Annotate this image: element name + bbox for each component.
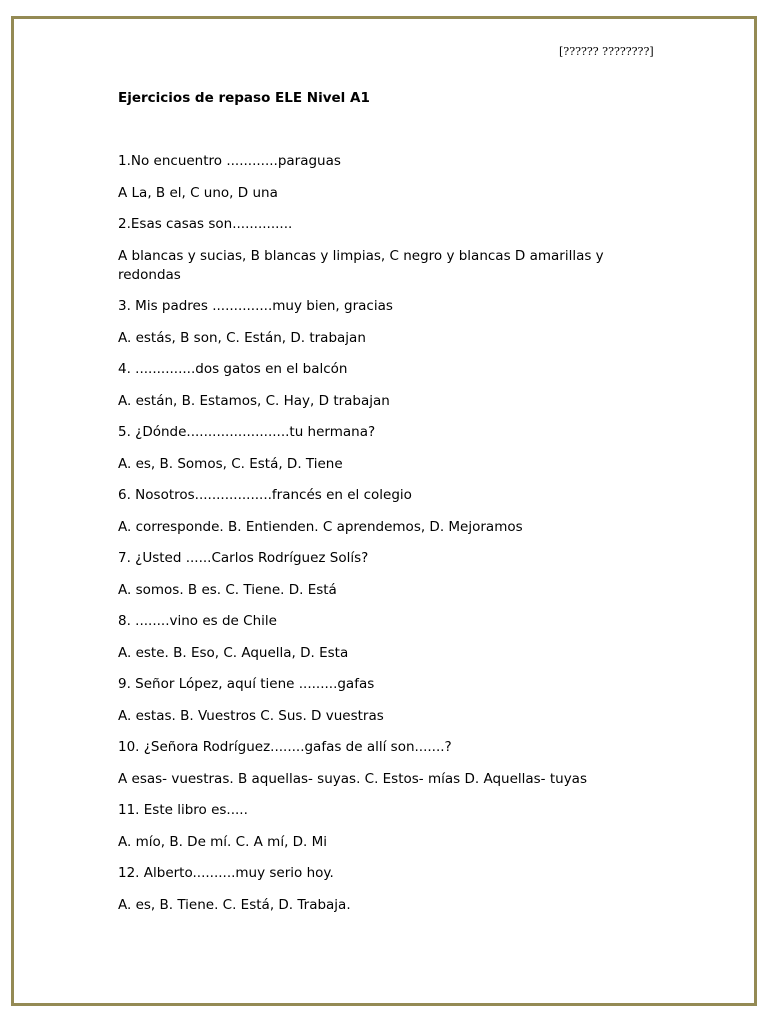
answer-options-line: A. están, B. Estamos, C. Hay, D trabajan xyxy=(118,392,390,409)
answer-options-line: A La, B el, C uno, D una xyxy=(118,184,278,201)
question-line: 11. Este libro es..... xyxy=(118,802,248,818)
question-line: 2.Esas casas son.............. xyxy=(118,216,293,232)
page-border xyxy=(11,16,757,1006)
answer-options-line: A. este. B. Eso, C. Aquella, D. Esta xyxy=(118,644,349,661)
answer-options-line: A. somos. B es. C. Tiene. D. Está xyxy=(118,581,337,598)
question-line: 5. ¿Dónde........................tu hermana? xyxy=(118,424,376,440)
answer-options-line: A blancas y sucias, B blancas y limpias, C negro y blancas D amarillas y redondas xyxy=(118,247,604,283)
answer-options-line: A. corresponde. B. Entienden. C aprendemos, D. Mejoramos xyxy=(118,518,523,535)
header-note: [?????? ????????] xyxy=(559,45,654,58)
answer-options-line: A. estás, B son, C. Están, D. trabajan xyxy=(118,329,366,346)
answer-options-line: A. mío, B. De mí. C. A mí, D. Mi xyxy=(118,833,328,850)
question-line: 3. Mis padres ..............muy bien, gracias xyxy=(118,298,393,314)
question-line: 9. Señor López, aquí tiene .........gafas xyxy=(118,676,375,692)
answer-options-line: A. es, B. Somos, C. Está, D. Tiene xyxy=(118,455,343,472)
question-line: 4. ..............dos gatos en el balcón xyxy=(118,361,348,377)
question-line: 10. ¿Señora Rodríguez........gafas de allí son.......? xyxy=(118,739,452,755)
question-line: 7. ¿Usted ......Carlos Rodríguez Solís? xyxy=(118,550,369,566)
question-line: 8. ........vino es de Chile xyxy=(118,613,277,629)
answer-options-line: A. estas. B. Vuestros C. Sus. D vuestras xyxy=(118,707,384,724)
answer-options-line: A. es, B. Tiene. C. Está, D. Trabaja. xyxy=(118,896,351,913)
answer-options-line: A esas- vuestras. B aquellas- suyas. C. Estos- mías D. Aquellas- tuyas xyxy=(118,770,587,787)
question-line: 12. Alberto..........muy serio hoy. xyxy=(118,865,334,881)
document-title: Ejercicios de repaso ELE Nivel A1 xyxy=(118,90,370,106)
question-line: 6. Nosotros..................francés en el colegio xyxy=(118,487,412,503)
question-line: 1.No encuentro ............paraguas xyxy=(118,153,341,169)
document-body xyxy=(118,89,628,927)
